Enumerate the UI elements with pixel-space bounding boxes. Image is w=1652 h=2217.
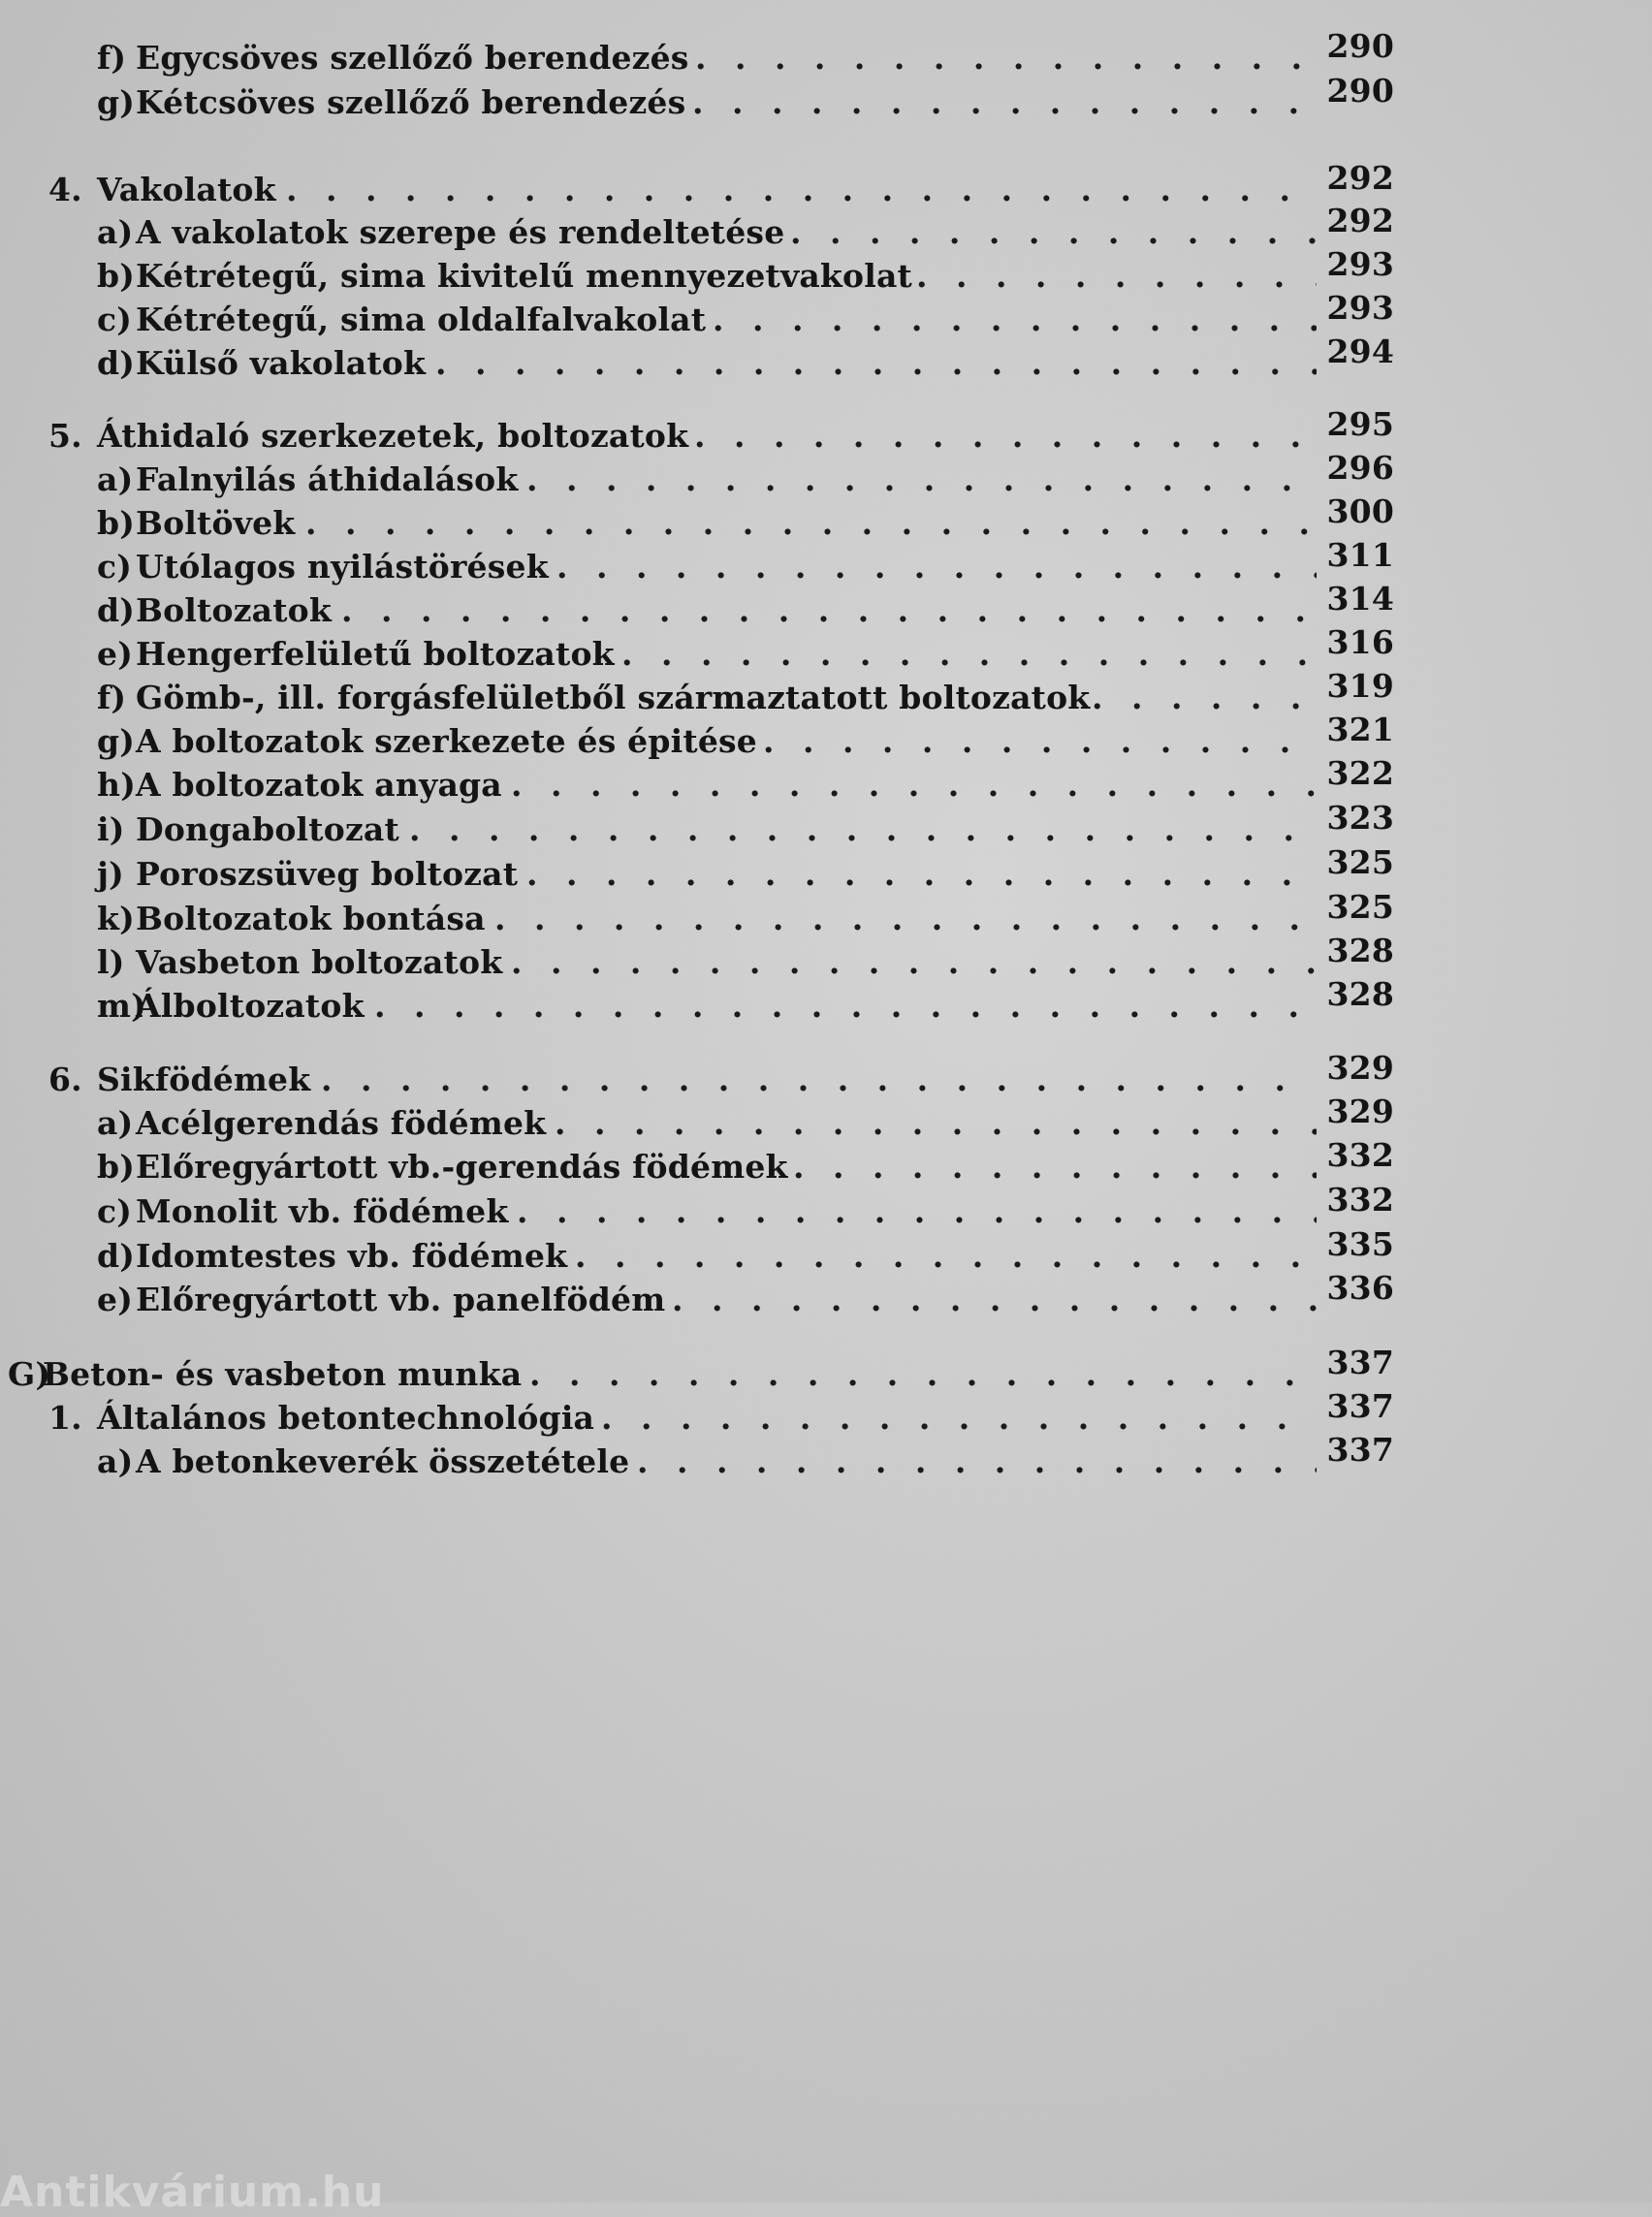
toc-entry bbox=[97, 623, 1394, 679]
toc-entry-title: Áthidaló szerkezetek, boltozatok bbox=[97, 417, 689, 455]
toc-entry-page: 293 bbox=[1326, 289, 1394, 327]
toc-entry-page: 296 bbox=[1326, 449, 1394, 487]
toc-entry-title: Külső vakolatok bbox=[136, 344, 427, 382]
toc-entry bbox=[97, 843, 1394, 899]
dot-leader bbox=[286, 166, 1317, 214]
toc-entry-label: d) bbox=[97, 344, 136, 382]
dot-leader bbox=[1092, 674, 1317, 722]
dot-leader bbox=[526, 456, 1317, 504]
dot-leader bbox=[692, 79, 1317, 127]
toc-entry bbox=[97, 202, 1394, 257]
toc-entry-page: 311 bbox=[1326, 536, 1394, 574]
toc-entry-title: Utólagos nyilástörések bbox=[136, 548, 549, 586]
toc-entry-page: 290 bbox=[1326, 72, 1394, 110]
toc-entry-label: a) bbox=[97, 1104, 134, 1142]
toc-entry bbox=[48, 405, 1394, 460]
toc-entry-label: b) bbox=[97, 1148, 136, 1186]
toc-entry-title: Boltozatok bontása bbox=[136, 900, 486, 937]
toc-entry-label: j) bbox=[97, 855, 124, 893]
dot-leader bbox=[637, 1438, 1317, 1486]
toc-entry-title: Vakolatok bbox=[97, 171, 276, 208]
toc-entry-page: 336 bbox=[1326, 1269, 1394, 1307]
toc-entry-page: 292 bbox=[1326, 202, 1394, 239]
toc-entry bbox=[97, 27, 1394, 82]
toc-entry-label: d) bbox=[97, 591, 136, 629]
dot-leader bbox=[435, 339, 1317, 388]
toc-entry bbox=[97, 888, 1394, 943]
dot-leader bbox=[409, 806, 1317, 854]
toc-entry-title: Kétcsöves szellőző berendezés bbox=[136, 83, 686, 121]
toc-entry-label: f) bbox=[97, 39, 127, 77]
dot-leader bbox=[713, 296, 1317, 344]
toc-entry-page: 337 bbox=[1326, 1387, 1394, 1425]
toc-entry-label: k) bbox=[97, 900, 135, 937]
toc-entry bbox=[97, 536, 1394, 591]
toc-entry-page: 314 bbox=[1326, 580, 1394, 618]
toc-entry bbox=[48, 1049, 1394, 1104]
toc-entry-page: 295 bbox=[1326, 405, 1394, 443]
toc-entry-title: A betonkeverék összetétele bbox=[136, 1442, 630, 1480]
toc-entry bbox=[97, 580, 1394, 635]
toc-entry-label: d) bbox=[97, 1237, 136, 1275]
toc-entry-title: Sikfödémek bbox=[97, 1061, 311, 1098]
toc-entry-title: Egycsöves szellőző berendezés bbox=[136, 39, 689, 77]
toc-entry-label: b) bbox=[97, 504, 136, 542]
toc-entry-page: 294 bbox=[1326, 333, 1394, 370]
toc-entry bbox=[97, 667, 1394, 722]
toc-entry-title: Beton- és vasbeton munka bbox=[43, 1355, 523, 1393]
toc-entry-title: Boltövek bbox=[136, 504, 296, 542]
toc-entry-page: 323 bbox=[1326, 799, 1394, 837]
toc-entry bbox=[97, 754, 1394, 809]
toc-entry-page: 300 bbox=[1326, 492, 1394, 530]
toc-entry-label: m) bbox=[97, 987, 146, 1025]
toc-entry-title: Monolit vb. födémek bbox=[136, 1192, 509, 1230]
toc-entry-label: 5. bbox=[48, 417, 82, 455]
dot-leader bbox=[529, 1350, 1317, 1399]
toc-entry bbox=[97, 289, 1394, 344]
dot-leader bbox=[793, 1143, 1317, 1191]
dot-leader bbox=[601, 1394, 1317, 1442]
toc-entry-title: A boltozatok szerkezete és épitése bbox=[136, 722, 758, 760]
toc-entry bbox=[97, 975, 1394, 1030]
toc-entry-page: 337 bbox=[1326, 1431, 1394, 1469]
dot-leader bbox=[341, 586, 1317, 635]
toc-entry-label: 4. bbox=[48, 171, 82, 208]
toc-entry-page: 290 bbox=[1326, 27, 1394, 65]
toc-entry-page: 329 bbox=[1326, 1049, 1394, 1087]
toc-entry-label: e) bbox=[97, 635, 134, 673]
dot-leader bbox=[621, 630, 1317, 679]
watermark-logo: Antikvárium.hu bbox=[0, 2168, 385, 2217]
toc-entry-page: 335 bbox=[1326, 1225, 1394, 1263]
toc-entry bbox=[97, 72, 1394, 127]
toc-entry-title: Boltozatok bbox=[136, 591, 332, 629]
toc-entry-title: Előregyártott vb. panelfödém bbox=[136, 1281, 666, 1318]
toc-entry bbox=[97, 492, 1394, 548]
toc-entry bbox=[97, 932, 1394, 987]
toc-entry-label: e) bbox=[97, 1281, 134, 1318]
toc-entry-label: h) bbox=[97, 766, 137, 804]
toc-entry-title: Kétrétegű, sima kivitelű mennyezetvakolat bbox=[136, 257, 912, 295]
dot-leader bbox=[672, 1276, 1317, 1324]
toc-entry-title: Dongaboltozat bbox=[136, 810, 399, 848]
toc-entry bbox=[97, 1136, 1394, 1191]
toc-entry-title: A vakolatok szerepe és rendeltetése bbox=[136, 213, 785, 251]
toc-entry-page: 293 bbox=[1326, 245, 1394, 283]
dot-leader bbox=[790, 208, 1317, 257]
toc-entry-label: f) bbox=[97, 679, 127, 716]
toc-entry-page: 332 bbox=[1326, 1136, 1394, 1174]
toc-entry-label: a) bbox=[97, 460, 134, 498]
dot-leader bbox=[556, 543, 1317, 591]
toc-entry bbox=[97, 1431, 1394, 1486]
dot-leader bbox=[526, 850, 1317, 899]
toc-entry-label: c) bbox=[97, 548, 133, 586]
toc-entry-page: 325 bbox=[1326, 888, 1394, 926]
toc-entry bbox=[97, 449, 1394, 504]
dot-leader bbox=[763, 717, 1317, 766]
dot-leader bbox=[916, 252, 1317, 301]
toc-entry bbox=[97, 711, 1394, 766]
toc-entry-label: g) bbox=[97, 83, 136, 121]
toc-entry-title: Kétrétegű, sima oldalfalvakolat bbox=[136, 301, 707, 338]
toc-entry bbox=[97, 245, 1394, 301]
toc-entry-page: 319 bbox=[1326, 667, 1394, 705]
toc-entry-label: 1. bbox=[48, 1399, 82, 1437]
toc-entry bbox=[48, 159, 1394, 214]
dot-leader bbox=[575, 1232, 1317, 1281]
toc-entry bbox=[8, 1344, 1394, 1399]
toc-entry bbox=[97, 799, 1394, 854]
toc-entry bbox=[97, 333, 1394, 388]
toc-entry-page: 316 bbox=[1326, 623, 1394, 661]
toc-entry-page: 329 bbox=[1326, 1093, 1394, 1130]
dot-leader bbox=[305, 499, 1317, 548]
toc-entry-title: Acélgerendás födémek bbox=[136, 1104, 547, 1142]
toc-entry-label: a) bbox=[97, 1442, 134, 1480]
toc-entry-title: Gömb-, ill. forgásfelületből származtatott boltozatok bbox=[136, 679, 1091, 716]
toc-entry-page: 337 bbox=[1326, 1344, 1394, 1381]
toc-entry-label: l) bbox=[97, 943, 125, 981]
toc-entry-label: b) bbox=[97, 257, 136, 295]
toc-entry bbox=[48, 1387, 1394, 1442]
toc-entry-page: 328 bbox=[1326, 932, 1394, 969]
toc-entry-title: Falnyilás áthidalások bbox=[136, 460, 519, 498]
toc-entry-page: 332 bbox=[1326, 1181, 1394, 1219]
dot-leader bbox=[695, 34, 1317, 82]
toc-entry-label: G) bbox=[8, 1355, 51, 1393]
toc-entry-label: a) bbox=[97, 213, 134, 251]
dot-leader bbox=[555, 1099, 1317, 1148]
toc-entry bbox=[97, 1181, 1394, 1236]
toc-entry-title: Poroszsüveg boltozat bbox=[136, 855, 519, 893]
toc-entry bbox=[97, 1269, 1394, 1324]
dot-leader bbox=[517, 1188, 1317, 1236]
toc-entry bbox=[97, 1225, 1394, 1281]
toc-entry-label: i) bbox=[97, 810, 125, 848]
toc-entry bbox=[97, 1093, 1394, 1148]
toc-entry-page: 328 bbox=[1326, 975, 1394, 1013]
dot-leader bbox=[511, 761, 1317, 809]
toc-entry-title: Vasbeton boltozatok bbox=[136, 943, 503, 981]
toc-entry-page: 292 bbox=[1326, 159, 1394, 197]
toc-entry-label: 6. bbox=[48, 1061, 82, 1098]
toc-entry-title: Előregyártott vb.-gerendás födémek bbox=[136, 1148, 788, 1186]
toc-entry-title: A boltozatok anyaga bbox=[136, 766, 502, 804]
dot-leader bbox=[511, 938, 1317, 987]
toc-entry-label: g) bbox=[97, 722, 136, 760]
toc-entry-page: 325 bbox=[1326, 843, 1394, 881]
dot-leader bbox=[374, 982, 1317, 1030]
toc-entry-title: Idomtestes vb. födémek bbox=[136, 1237, 568, 1275]
toc-entry-page: 321 bbox=[1326, 711, 1394, 748]
toc-entry-title: Álboltozatok bbox=[136, 987, 365, 1025]
toc-entry-label: c) bbox=[97, 1192, 133, 1230]
dot-leader bbox=[494, 895, 1317, 943]
toc-entry-label: c) bbox=[97, 301, 133, 338]
dot-leader bbox=[321, 1056, 1317, 1104]
toc-entry-page: 322 bbox=[1326, 754, 1394, 792]
toc-entry-title: Általános betontechnológia bbox=[97, 1399, 595, 1437]
dot-leader bbox=[694, 412, 1317, 460]
toc-entry-title: Hengerfelületű boltozatok bbox=[136, 635, 615, 673]
